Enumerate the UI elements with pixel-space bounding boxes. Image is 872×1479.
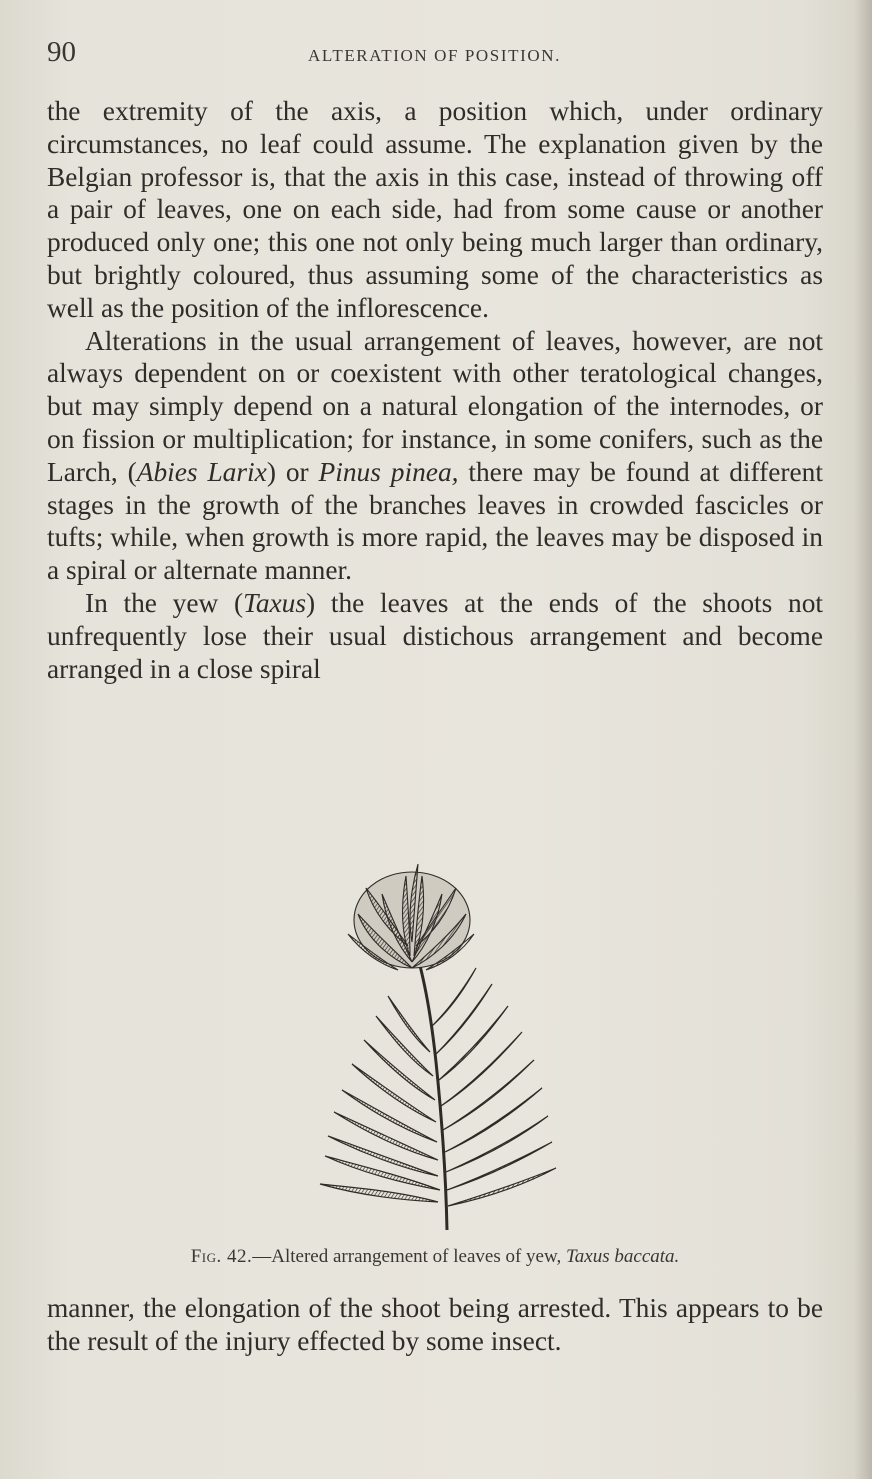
running-head	[47, 34, 822, 74]
figure-caption	[47, 1244, 823, 1270]
species-abies-larix: Abies Larix	[136, 456, 267, 487]
figure-species: Taxus baccata.	[565, 1246, 680, 1267]
paragraph-4: manner, the elongation of the shoot being arrested. This appears to be the result of the injury effected by some insect.	[47, 1293, 823, 1356]
paragraph-1: the extremity of the axis, a position which, under ordinary circumstances, no leaf could assume. The explanation given by the Belgian professor is, that the axis in this case, instead of throwing off a pair of leaves, one on each side, had from some cause or another produced only one; this one not only being much larger than ordinary, but brightly coloured, thus assuming some of the characteristics as well as the position of the inflorescence.	[47, 96, 823, 323]
paragraph-3-part-a: In the yew (	[85, 587, 244, 618]
genus-taxus: Taxus	[243, 587, 307, 618]
page-edge-shadow	[854, 0, 872, 1479]
figure-caption-text: —Altered arrangement of leaves of yew,	[252, 1246, 566, 1267]
paragraph-2-part-a: Alterations in the usual arrangement of leaves, however, are not always dependent on or coexistent with other teratological changes, but may simply depend on a natural elongation of the internodes, or on fission or multiplication; for instance, in some conifers, such as the Larch, (	[47, 325, 823, 487]
species-pinus-pinea: Pinus pinea,	[318, 456, 459, 487]
yew-shoot-illustration	[290, 850, 580, 1235]
figure-label: Fig. 42.	[190, 1246, 253, 1267]
paragraph-3-part-b: ) the leaves at the ends of the shoots not unfrequently lose their usual distichous arrangement and become arranged in a close spiral	[47, 587, 823, 684]
paragraph-2-part-c: there may be found at different stages in the growth of the branches leaves in crowded fascicles or tufts; while, when growth is more rapid, the leaves may be disposed in a spiral or alternate manner.	[47, 456, 823, 586]
page-number: 90	[47, 36, 76, 68]
paragraph-2	[47, 325, 823, 587]
paragraph-3	[47, 587, 823, 685]
paragraph-2-part-b: ) or	[266, 456, 319, 487]
running-title: ALTERATION OF POSITION.	[308, 46, 561, 65]
body-text-top	[47, 95, 823, 685]
body-text-bottom	[47, 1292, 823, 1358]
